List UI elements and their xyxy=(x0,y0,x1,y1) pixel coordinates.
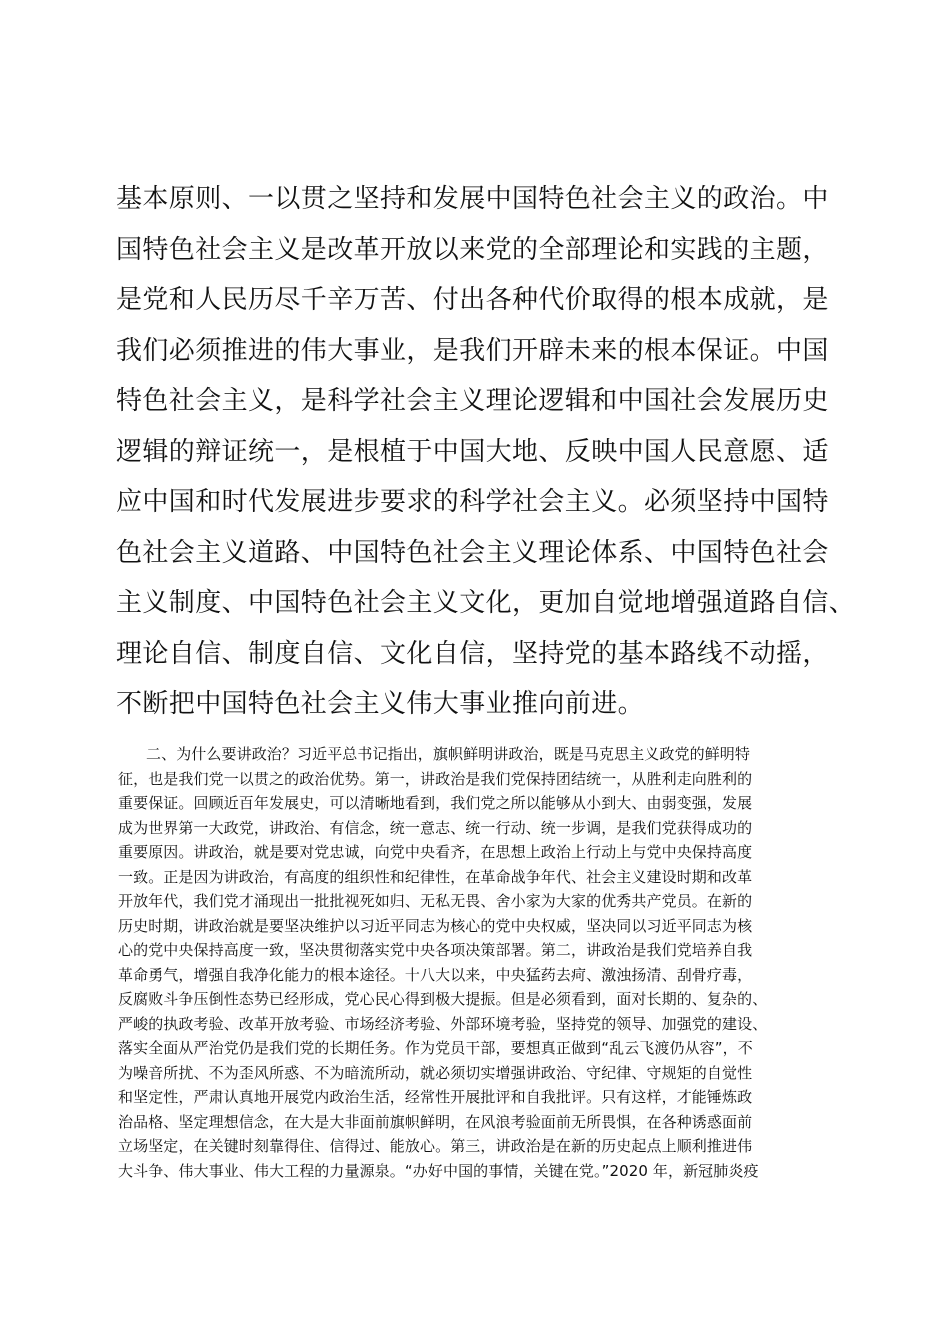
paragraph-line: 是党和人民历尽千辛万苦、付出各种代价取得的根本成就，是 xyxy=(116,285,829,315)
paragraph-line: 反腐败斗争压倒性态势已经形成，党心民心得到极大提振。但是必须看到，面对长期的、复杂的、 xyxy=(118,990,768,1008)
paragraph-line: 色社会主义道路、中国特色社会主义理论体系、中国特色社会 xyxy=(116,537,829,568)
large-font-paragraph xyxy=(116,174,856,730)
paragraph-line: 逻辑的辩证统一，是根植于中国大地、反映中国人民意愿、适 xyxy=(116,436,829,467)
paragraph-line: 重要保证。回顾近百年发展史，可以清晰地看到，我们党之所以能够从小到大、由弱变强，发展 xyxy=(118,794,753,812)
paragraph-line: 国特色社会主义是改革开放以来党的全部理论和实践的主题， xyxy=(116,234,829,265)
paragraph-line: 历史时期，讲政治就是要坚决维护以习近平同志为核心的党中央权威，坚决同以习近平同志为核 xyxy=(118,916,753,935)
paragraph-line: 立场坚定，在关键时刻靠得住、信得过、能放心。第三，讲政治是在新的历史起点上顺利推进伟 xyxy=(118,1137,753,1155)
paragraph-line: 成为世界第一大政党，讲政治、有信念，统一意志、统一行动、统一步调，是我们党获得成功的 xyxy=(118,818,753,837)
paragraph-line: 二、为什么要讲政治？习近平总书记指出，旗帜鲜明讲政治，既是马克思主义政党的鲜明特 xyxy=(146,745,751,763)
paragraph-line: 征，也是我们党一以贯之的政治优势。第一，讲政治是我们党保持团结统一，从胜利走向胜利的 xyxy=(118,769,753,788)
paragraph-line: 应中国和时代发展进步要求的科学社会主义。必须坚持中国特 xyxy=(116,487,829,517)
paragraph-line: 我们必须推进的伟大事业，是我们开辟未来的根本保证。中国 xyxy=(116,335,829,366)
paragraph-line: 基本原则、一以贯之坚持和发展中国特色社会主义的政治。中 xyxy=(116,184,829,214)
paragraph-line: 重要原因。讲政治，就是要对党忠诚，向党中央看齐，在思想上政治上行动上与党中央保持高度 xyxy=(118,843,753,861)
paragraph-line: 特色社会主义，是科学社会主义理论逻辑和中国社会发展历史 xyxy=(116,386,829,416)
paragraph-line: 大斗争、伟大事业、伟大工程的力量源泉。“办好中国的事情，关键在党。”2020 年，新冠肺炎疫 xyxy=(118,1161,759,1180)
paragraph-line: 不断把中国特色社会主义伟大事业推向前进。 xyxy=(116,689,645,719)
paragraph-line: 主义制度、中国特色社会主义文化，更加自觉地增强道路自信、 xyxy=(116,588,856,618)
paragraph-line: 和坚定性，严肃认真地开展党内政治生活，经常性开展批评和自我批评。只有这样，才能锤炼政 xyxy=(118,1088,753,1106)
paragraph-line: 开放年代，我们党才涌现出一批批视死如归、无私无畏、舍小家为大家的优秀共产党员。在新的 xyxy=(118,892,753,910)
paragraph-line: 落实全面从严治党仍是我们党的长期任务。作为党员干部，要想真正做到“乱云飞渡仍从容”，不 xyxy=(118,1039,753,1057)
paragraph-line: 治品格、坚定理想信念，在大是大非面前旗帜鲜明，在风浪考验面前无所畏惧，在各种诱惑面前 xyxy=(118,1112,753,1131)
paragraph-line: 一致。正是因为讲政治，有高度的组织性和纪律性，在革命战争年代、社会主义建设时期和改革 xyxy=(118,867,753,886)
paragraph-line: 严峻的执政考验、改革开放考验、市场经济考验、外部环境考验，坚持党的领导、加强党的建设、 xyxy=(118,1014,768,1033)
paragraph-line: 心的党中央保持高度一致，坚决贯彻落实党中央各项决策部署。第二，讲政治是我们党培养自我 xyxy=(118,941,753,959)
paragraph-line: 为噪音所扰、不为歪风所惑、不为暗流所动，就必须切实增强讲政治、守纪律、守规矩的自觉性 xyxy=(118,1063,753,1082)
paragraph-line: 革命勇气，增强自我净化能力的根本途径。十八大以来，中央猛药去疴、激浊扬清、刮骨疗毒， xyxy=(118,965,753,984)
paragraph-line: 理论自信、制度自信、文化自信，坚持党的基本路线不动摇， xyxy=(116,638,829,669)
small-font-paragraph xyxy=(118,742,848,1183)
